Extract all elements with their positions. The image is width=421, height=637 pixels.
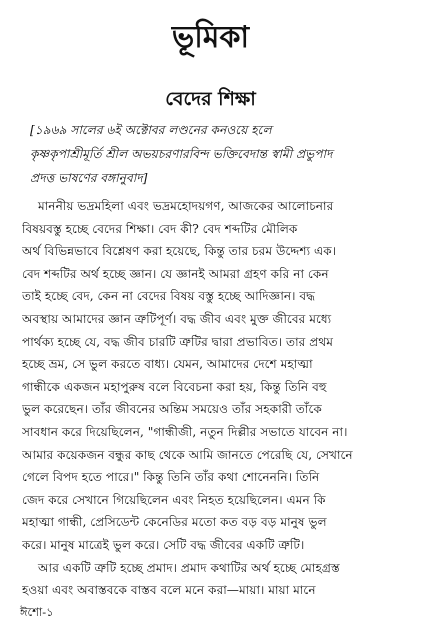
body-line: জেদ করে সেখানে গিয়েছিলেন এবং নিহত হয়েছিলেন। এমন কি <box>22 492 326 507</box>
body-text <box>22 195 404 602</box>
body-line: অর্থ বিভিন্নভাবে বিশ্লেষণ করা হয়েছে, কিন্তু তার চরম উদ্দেশ্য এক। <box>22 244 337 259</box>
body-line: ভুল করেছেন। তাঁর জীবনের অন্তিম সময়েও তাঁর সহকারী তাঁকে <box>22 402 322 417</box>
body-line: তাই হচ্ছে বেদ, কেন না বেদের বিষয় বস্তু হচ্ছে আদিজ্ঞান। বদ্ধ <box>22 289 316 304</box>
note-line: কৃষ্ণকৃপাশ্রীমূর্তি শ্রীল অভয়চরণারবিন্দ ভক্তিবেদান্ত স্বামী প্রভুপাদ <box>30 147 333 161</box>
body-line: আমার কয়েকজন বন্ধুর কাছ থেকে আমি জানতে পেরেছি যে, সেখানে <box>22 447 353 462</box>
body-line: গেলে বিপদ হতে পারে।" কিন্তু তিনি তাঁর কথা শোনেননি। তিনি <box>22 470 320 485</box>
body-line: গান্ধীকে একজন মহাপুরুষ বলে বিবেচনা করা হয়, কিন্তু তিনি বহু <box>22 379 327 394</box>
body-line: সাবধান করে দিয়েছিলেন, "গান্ধীজী, নতুন দিল্লীর সভাতে যাবেন না। <box>22 424 348 439</box>
note-line: [১৯৬৯ সালের ৬ই অক্টোবর লণ্ডনের কনওয়ে হলে <box>30 123 272 137</box>
body-line: অবস্থায় আমাদের জ্ঞান ত্রুটিপূর্ণ। বদ্ধ জীব এবং মুক্ত জীবের মধ্যে <box>22 311 332 326</box>
body-line: বিষয়বস্তু হচ্ছে বেদের শিক্ষা। বেদ কী? বেদ শব্দটির মৌলিক <box>22 221 298 236</box>
lecture-note <box>30 118 402 190</box>
body-line: আর একটি ত্রুটি হচ্ছে প্রমাদ। প্রমাদ কথাটির অর্থ হচ্ছে মোহগ্রস্ত <box>38 560 340 575</box>
body-line: পার্থক্য হচ্ছে যে, বদ্ধ জীব চারটি ত্রুটির দ্বারা প্রভাবিত। তার প্রথম <box>22 334 333 349</box>
body-line: হওয়া এবং অবাস্তবকে বাস্তব বলে মনে করা—মায়া। মায়া মানে <box>22 583 316 598</box>
section-subtitle: বেদের শিক্ষা <box>165 88 256 110</box>
body-line: হচ্ছে ভ্রম, সে ভুল করতে বাধ্য। যেমন, আমাদের দেশে মহাত্মা <box>22 357 313 372</box>
body-line: করে। মানুষ মাত্রেই ভুল করে। সেটি বদ্ধ জীবের একটি ত্রুটি। <box>22 537 305 552</box>
body-line: মাননীয় ভদ্রমহিলা এবং ভদ্রমহোদয়গণ, আজকের আলোচনার <box>38 199 334 213</box>
page-footer-label: ঈশো-১ <box>20 605 54 619</box>
note-line: প্রদত্ত ভাষণের বঙ্গানুবাদ] <box>30 171 148 185</box>
page-title: ভূমিকা <box>171 20 250 55</box>
body-line: বেদ শব্দটির অর্থ হচ্ছে জ্ঞান। যে জ্ঞানই আমরা গ্রহণ করি না কেন <box>22 266 329 281</box>
body-line: মহাত্মা গান্ধী, প্রেসিডেন্ট কেনেডির মতো কত বড় বড় মানুষ ভুল <box>22 515 327 530</box>
